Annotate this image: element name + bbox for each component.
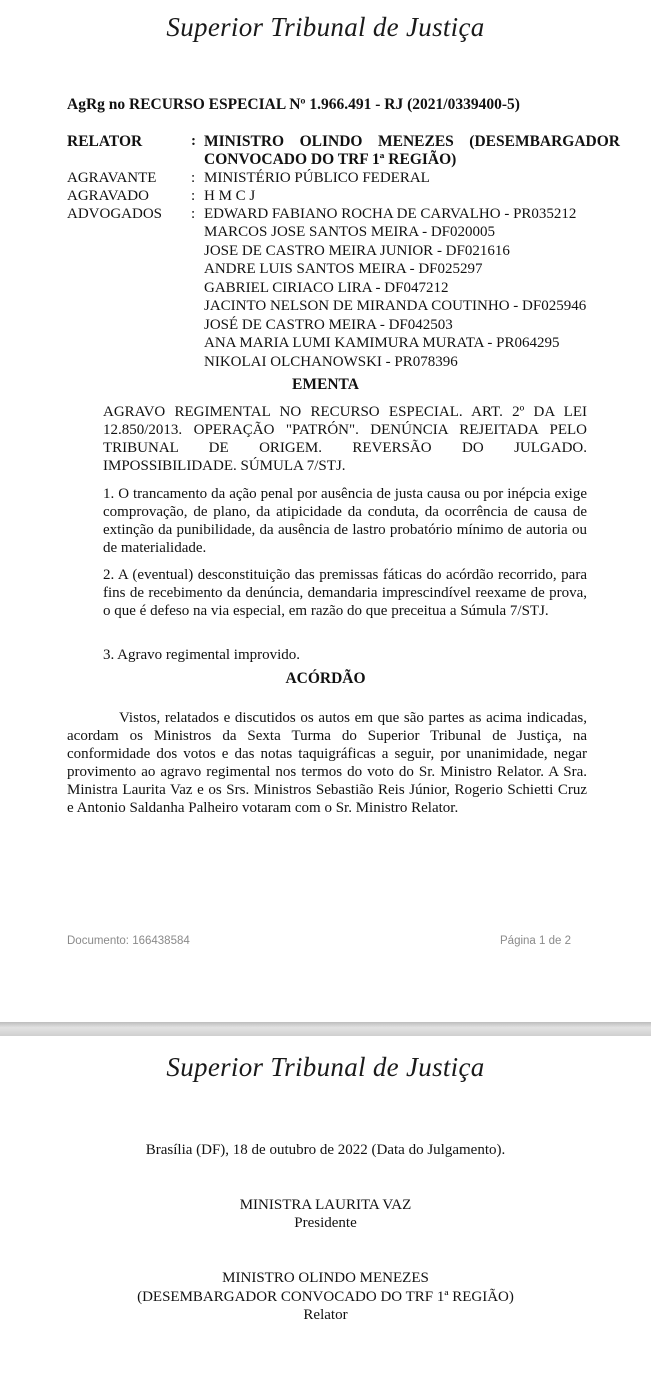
ementa-item-2: 2. A (eventual) desconstituição das premissas fáticas do acórdão recorrido, para fins de recebimento da denúncia, demandaria imprescindível reexame de prova, o que é defeso na via especial, em razão do que preceitua a Súmula 7/STJ. bbox=[103, 567, 587, 619]
agravante-colon: : bbox=[191, 170, 196, 186]
document-number: Documento: 166438584 bbox=[67, 935, 190, 947]
president-name: MINISTRA LAURITA VAZ bbox=[239, 1197, 412, 1213]
relator-value bbox=[204, 133, 620, 169]
acordao-heading: ACÓRDÃO bbox=[285, 670, 366, 687]
agravado-label: AGRAVADO bbox=[67, 188, 149, 204]
advogados-colon: : bbox=[191, 206, 196, 222]
advogado-entry: JOSÉ DE CASTRO MEIRA - DF042503 bbox=[204, 317, 453, 333]
advogado-entry: NIKOLAI OLCHANOWSKI - PR078396 bbox=[204, 354, 458, 370]
agravante-value: MINISTÉRIO PÚBLICO FEDERAL bbox=[204, 170, 430, 186]
case-title: AgRg no RECURSO ESPECIAL Nº 1.966.491 - RJ (2021/0339400-5) bbox=[67, 96, 520, 113]
ementa-summary: AGRAVO REGIMENTAL NO RECURSO ESPECIAL. ART. 2º DA LEI 12.850/2013. OPERAÇÃO "PATRÓN". DENÚNCIA REJEITADA PELO TRIBUNAL DE ORIGEM. REVERSÃO DO JULGADO. IMPOSSIBILIDADE. SÚMULA 7/STJ. bbox=[103, 404, 587, 474]
relator-signature-role: Relator bbox=[303, 1307, 348, 1323]
court-header-logo: Superior Tribunal de Justiça bbox=[166, 1052, 485, 1082]
ementa-item-1: 1. O trancamento da ação penal por ausência de justa causa ou por inépcia exige comprovação, de plano, da atipicidade da conduta, da ocorrência de causa de extinção da punibilidade, da ausência de lastro probatório mínimo de autoria ou de materialidade. bbox=[103, 486, 587, 556]
advogados-label: ADVOGADOS bbox=[67, 206, 163, 222]
advogado-entry: ANA MARIA LUMI KAMIMURA MURATA - PR064295 bbox=[204, 335, 560, 351]
court-header-logo: Superior Tribunal de Justiça bbox=[166, 12, 485, 42]
advogado-entry: JOSE DE CASTRO MEIRA JUNIOR - DF021616 bbox=[204, 243, 510, 259]
ementa-heading: EMENTA bbox=[292, 376, 359, 393]
agravado-colon: : bbox=[191, 188, 196, 204]
relator-signature-detail: (DESEMBARGADOR CONVOCADO DO TRF 1ª REGIÃO) bbox=[137, 1289, 514, 1305]
ementa-item-3: 3. Agravo regimental improvido. bbox=[103, 647, 301, 663]
relator-label: RELATOR bbox=[67, 133, 143, 150]
agravado-value: H M C J bbox=[204, 188, 256, 204]
relator-value-line-1: MINISTRO OLINDO MENEZES (DESEMBARGADOR bbox=[204, 133, 620, 150]
document-page-2 bbox=[0, 1036, 651, 1385]
advogado-entry: JACINTO NELSON DE MIRANDA COUTINHO - DF025946 bbox=[204, 298, 587, 314]
judgment-date: Brasília (DF), 18 de outubro de 2022 (Data do Julgamento). bbox=[145, 1142, 506, 1158]
advogado-entry: MARCOS JOSE SANTOS MEIRA - DF020005 bbox=[204, 224, 496, 240]
advogado-entry: ANDRE LUIS SANTOS MEIRA - DF025297 bbox=[204, 261, 483, 277]
page-number: Página 1 de 2 bbox=[500, 935, 571, 947]
relator-value-line-2: CONVOCADO DO TRF 1ª REGIÃO) bbox=[204, 151, 457, 168]
acordao-text: Vistos, relatados e discutidos os autos em que são partes as acima indicadas, acordam os Ministros da Sexta Turma do Superior Tribunal de Justiça, na conformidade dos votos e das notas taquigráficas a seguir, por unanimidade, negar provimento ao agravo regimental nos termos do voto do Sr. Ministro Relator. A Sra. Ministra Laurita Vaz e os Srs. Ministros Sebastião Reis Júnior, Rogerio Schietti Cruz e Antonio Saldanha Palheiro votaram com o Sr. Ministro Relator. bbox=[67, 710, 587, 816]
agravante-label: AGRAVANTE bbox=[67, 170, 157, 186]
advogado-entry: EDWARD FABIANO ROCHA DE CARVALHO - PR035212 bbox=[204, 206, 577, 222]
president-role: Presidente bbox=[294, 1215, 357, 1231]
page-separator bbox=[0, 1022, 651, 1036]
advogado-entry: GABRIEL CIRIACO LIRA - DF047212 bbox=[204, 280, 449, 296]
relator-colon: : bbox=[191, 133, 196, 149]
relator-signature-name: MINISTRO OLINDO MENEZES bbox=[222, 1270, 429, 1286]
